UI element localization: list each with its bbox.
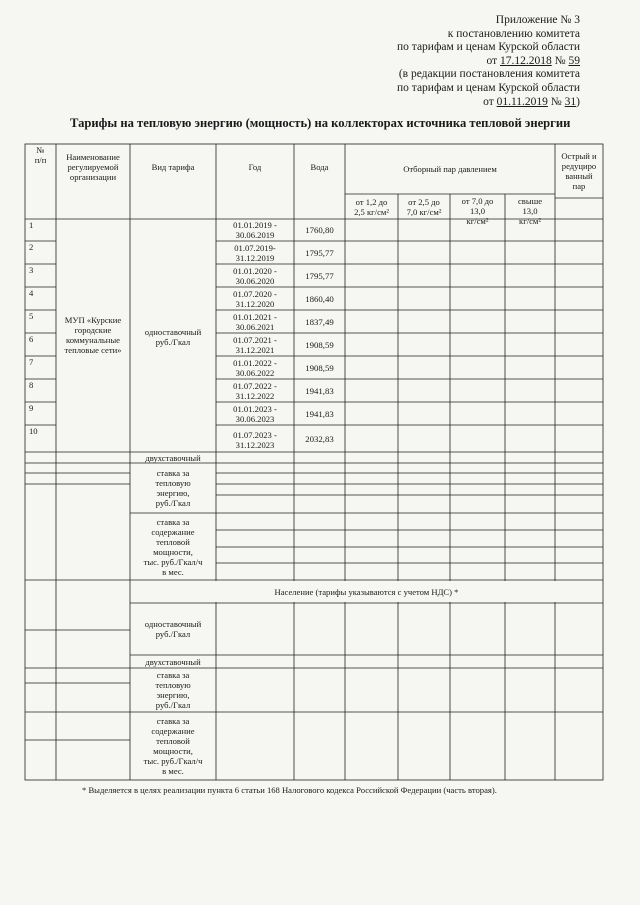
approval-line: Приложение № 3 — [495, 14, 580, 26]
approval-line: по тарифам и ценам Курской области — [397, 41, 580, 54]
population-energy-rate: ставка за тепловую энергию, руб./Гкал — [155, 670, 191, 710]
row-period: 01.07.2019- 31.12.2019 — [234, 242, 276, 263]
approval-text: ) — [576, 95, 580, 108]
row-period: 01.07.2021 - 31.12.2021 — [233, 334, 277, 355]
row-water-value: 1941,83 — [305, 408, 334, 419]
row-period: 01.07.2022 - 31.12.2022 — [233, 380, 277, 401]
row-number: 4 — [29, 288, 34, 298]
row-number: 10 — [29, 426, 38, 436]
header-organization: Наименование регулируемой организации — [66, 151, 120, 182]
header-selected-steam: Отборный пар давлением — [403, 164, 497, 174]
row-water-value: 1941,83 — [305, 385, 334, 396]
header-pressure-2: от 2,5 до 7,0 кг/см² — [406, 196, 442, 217]
row-period: 01.01.2022 - 30.06.2022 — [233, 357, 277, 378]
row-period: 01.07.2023 - 31.12.2023 — [233, 429, 277, 450]
row-number: 3 — [29, 265, 34, 275]
row-period: 01.01.2019 - 30.06.2019 — [233, 220, 277, 240]
energy-rate-label: ставка за тепловую энергию, руб./Гкал — [155, 468, 191, 508]
header-pressure-4: свыше 13,0 кг/см² — [517, 196, 543, 226]
approval-text: от — [486, 54, 501, 67]
row-number: 8 — [29, 380, 34, 390]
header-pressure-3: от 7,0 до 13,0 кг/см² — [461, 196, 494, 226]
row-water-value: 1908,59 — [305, 339, 334, 350]
approval-text: от — [483, 95, 497, 108]
population-label: Население (тарифы указываются с учетом НДС) * — [274, 586, 459, 597]
footnote: * Выделяется в целях реализации пункта 6 статьи 168 Налогового кодекса Российской Федерации (часть вторая). — [82, 785, 497, 795]
row-number: 5 — [29, 311, 34, 321]
row-water-value: 1908,59 — [305, 362, 334, 373]
header-sharp-steam: Острый и редуциро ванный пар — [561, 151, 597, 191]
row-number: 1 — [29, 220, 34, 230]
row-water-value: 1760,80 — [305, 225, 334, 235]
row-water-value: 2032,83 — [305, 433, 334, 444]
document-title: Тарифы на тепловую энергию (мощность) на коллекторах источника тепловой энергии — [70, 116, 571, 130]
decree-number: 31 — [564, 95, 577, 108]
decree-date: 17.12.2018 — [500, 54, 552, 67]
row-water-value: 1795,77 — [305, 270, 334, 281]
row-number: 2 — [29, 242, 34, 252]
population-two-part: двухставочный — [145, 656, 201, 667]
organization-name: МУП «Курские городские коммунальные тепловые сети» — [64, 315, 122, 355]
row-water-value: 1860,40 — [305, 293, 334, 304]
header-tariff-type: Вид тарифа — [151, 161, 195, 172]
population-capacity-rate: ставка за содержание тепловой мощности, тыс. руб./Гкал/ч в мес. — [143, 716, 203, 776]
approval-line: по тарифам и ценам Курской области — [397, 81, 580, 94]
population-one-part: одноставочный руб./Гкал — [144, 619, 202, 639]
capacity-rate-label: ставка за содержание тепловой мощности, тыс. руб./Гкал/ч в мес. — [143, 516, 203, 577]
row-period: 01.01.2023 - 30.06.2023 — [233, 403, 277, 424]
header-number: № п/п — [34, 145, 47, 165]
tariff-two-part: двухставочный — [145, 452, 201, 463]
header-water: Вода — [310, 161, 329, 172]
row-period: 01.01.2020 - 30.06.2020 — [233, 265, 277, 286]
header-year: Год — [248, 161, 262, 172]
row-water-value: 1837,49 — [305, 316, 334, 327]
header-pressure-1: от 1,2 до 2,5 кг/см² — [354, 196, 389, 217]
tariff-one-part: одноставочный руб./Гкал — [144, 327, 202, 347]
row-period: 01.07.2020 - 31.12.2020 — [233, 288, 277, 309]
approval-line: (в редакции постановления комитета — [398, 68, 580, 81]
decree-date: 01.11.2019 — [496, 95, 548, 108]
row-water-value: 1795,77 — [305, 247, 334, 258]
approval-text: № — [547, 95, 565, 108]
decree-number: 59 — [568, 54, 580, 67]
approval-text: № — [551, 54, 569, 67]
row-period: 01.01.2021 - 30.06.2021 — [233, 311, 277, 332]
approval-line: к постановлению комитета — [447, 27, 580, 40]
row-number: 7 — [29, 357, 34, 367]
row-number: 6 — [29, 334, 34, 344]
row-number: 9 — [29, 403, 34, 413]
